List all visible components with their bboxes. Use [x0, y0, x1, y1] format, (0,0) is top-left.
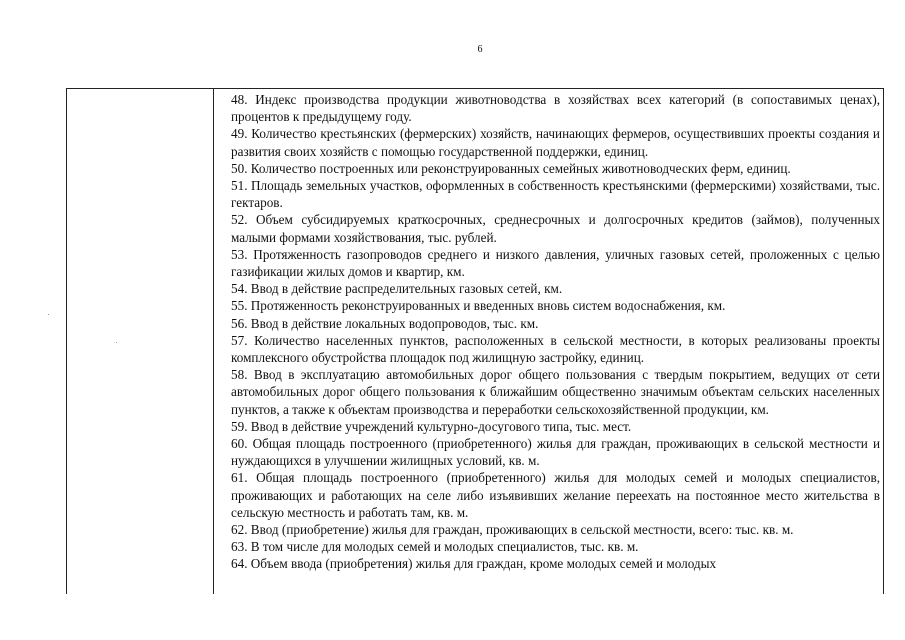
item-text: Ввод в действие локальных водопроводов, тыс. км.: [250, 315, 539, 331]
item-number: 59.: [231, 418, 248, 434]
item-number: 50.: [231, 160, 248, 176]
item-number: 52.: [231, 212, 248, 228]
item-text: Площадь земельных участков, оформленных в собственность крестьянскими (фермерскими) хозяйствами, тыс. гектаров.: [231, 178, 881, 211]
item-text: Количество населенных пунктов, расположенных в сельской местности, в которых реализованы проекты комплексного обустройства площадок под жилищную застройку, единиц.: [231, 332, 880, 366]
list-item: [231, 469, 880, 521]
item-number: 56.: [231, 315, 248, 331]
item-text: Ввод в действие распределительных газовых сетей, км.: [250, 281, 563, 297]
item-text: Количество построенных или реконструированных семейных животноводческих ферм, единиц.: [250, 160, 791, 176]
item-number: 48.: [231, 92, 248, 107]
item-number: 63.: [231, 539, 248, 555]
item-number: 53.: [231, 246, 248, 262]
item-number: 60.: [231, 436, 248, 452]
item-number: 54.: [231, 281, 248, 297]
list-item: [231, 177, 880, 211]
item-number: 51.: [231, 178, 248, 194]
item-text: Протяженность газопроводов среднего и низкого давления, уличных газовых сетей, проложенных с целью газификации жилых домов и квартир, км.: [231, 246, 881, 280]
list-item: [231, 332, 880, 366]
item-text: Общая площадь построенного (приобретенного) жилья для молодых семей и молодых специалистов, проживающих и работающих на селе либо изъявивших желание переехать на постоянное место жительства в сельскую местность и работать там, кв. м.: [231, 470, 880, 520]
list-item: [231, 418, 880, 435]
list-item: [231, 366, 880, 418]
scan-speck: [48, 314, 49, 315]
list-item: [231, 246, 880, 280]
item-text: Объем ввода (приобретения) жилья для граждан, кроме молодых семей и молодых: [250, 556, 717, 572]
list-item: [231, 555, 880, 572]
item-text: Объем субсидируемых краткосрочных, среднесрочных и долгосрочных кредитов (займов), полученных малыми формами хозяйствования, тыс. рублей.: [231, 212, 880, 245]
list-item: [231, 297, 880, 314]
list-item: [231, 160, 880, 177]
page-number: 6: [477, 44, 483, 55]
table-right-cell: [214, 89, 883, 594]
item-text: Ввод в эксплуатацию автомобильных дорог общего пользования с твердым покрытием, ведущих от сети автомобильных дорог общего пользования к ближайшим общественно значимым объектам сельских населенных пунктов, а также к объектам производства и переработки сельскохозяйственной продукции, км.: [231, 367, 881, 417]
list-item: [231, 91, 880, 125]
list-item: [231, 538, 880, 555]
indicator-table: [66, 88, 884, 594]
item-number: 62.: [231, 522, 248, 538]
item-text: В том числе для молодых семей и молодых специалистов, тыс. кв. м.: [250, 539, 639, 555]
list-item: [231, 280, 880, 297]
list-item: [231, 435, 880, 469]
item-text: Ввод (приобретение) жилья для граждан, проживающих в сельской местности, всего: тыс. кв. м.: [250, 522, 794, 538]
item-number: 57.: [231, 332, 248, 348]
list-item: [231, 315, 880, 332]
list-item: [231, 521, 880, 538]
item-number: 55.: [231, 298, 248, 314]
item-text: Ввод в действие учреждений культурно-досугового типа, тыс. мест.: [250, 418, 632, 434]
item-number: 49.: [231, 126, 248, 142]
item-number: 58.: [231, 367, 248, 383]
item-text: Количество крестьянских (фермерских) хозяйств, начинающих фермеров, осуществивших проекты создания и развития своих хозяйств с помощью государственной поддержки, единиц.: [231, 126, 880, 159]
scan-speck: [116, 342, 117, 343]
table-left-cell: [67, 89, 214, 594]
item-text: Индекс производства продукции животноводства в хозяйствах всех категорий (в сопоставимых ценах), процентов к предыдущему году.: [231, 92, 881, 125]
item-text: Общая площадь построенного (приобретенного) жилья для граждан, проживающих в сельской местности и нуждающихся в улучшении жилищных условий, кв. м.: [231, 436, 881, 469]
item-number: 61.: [231, 470, 248, 486]
item-text: Протяженность реконструированных и введенных вновь систем водоснабжения, км.: [250, 298, 726, 314]
item-number: 64.: [231, 556, 248, 572]
list-item: [231, 211, 880, 245]
list-item: [231, 125, 880, 159]
